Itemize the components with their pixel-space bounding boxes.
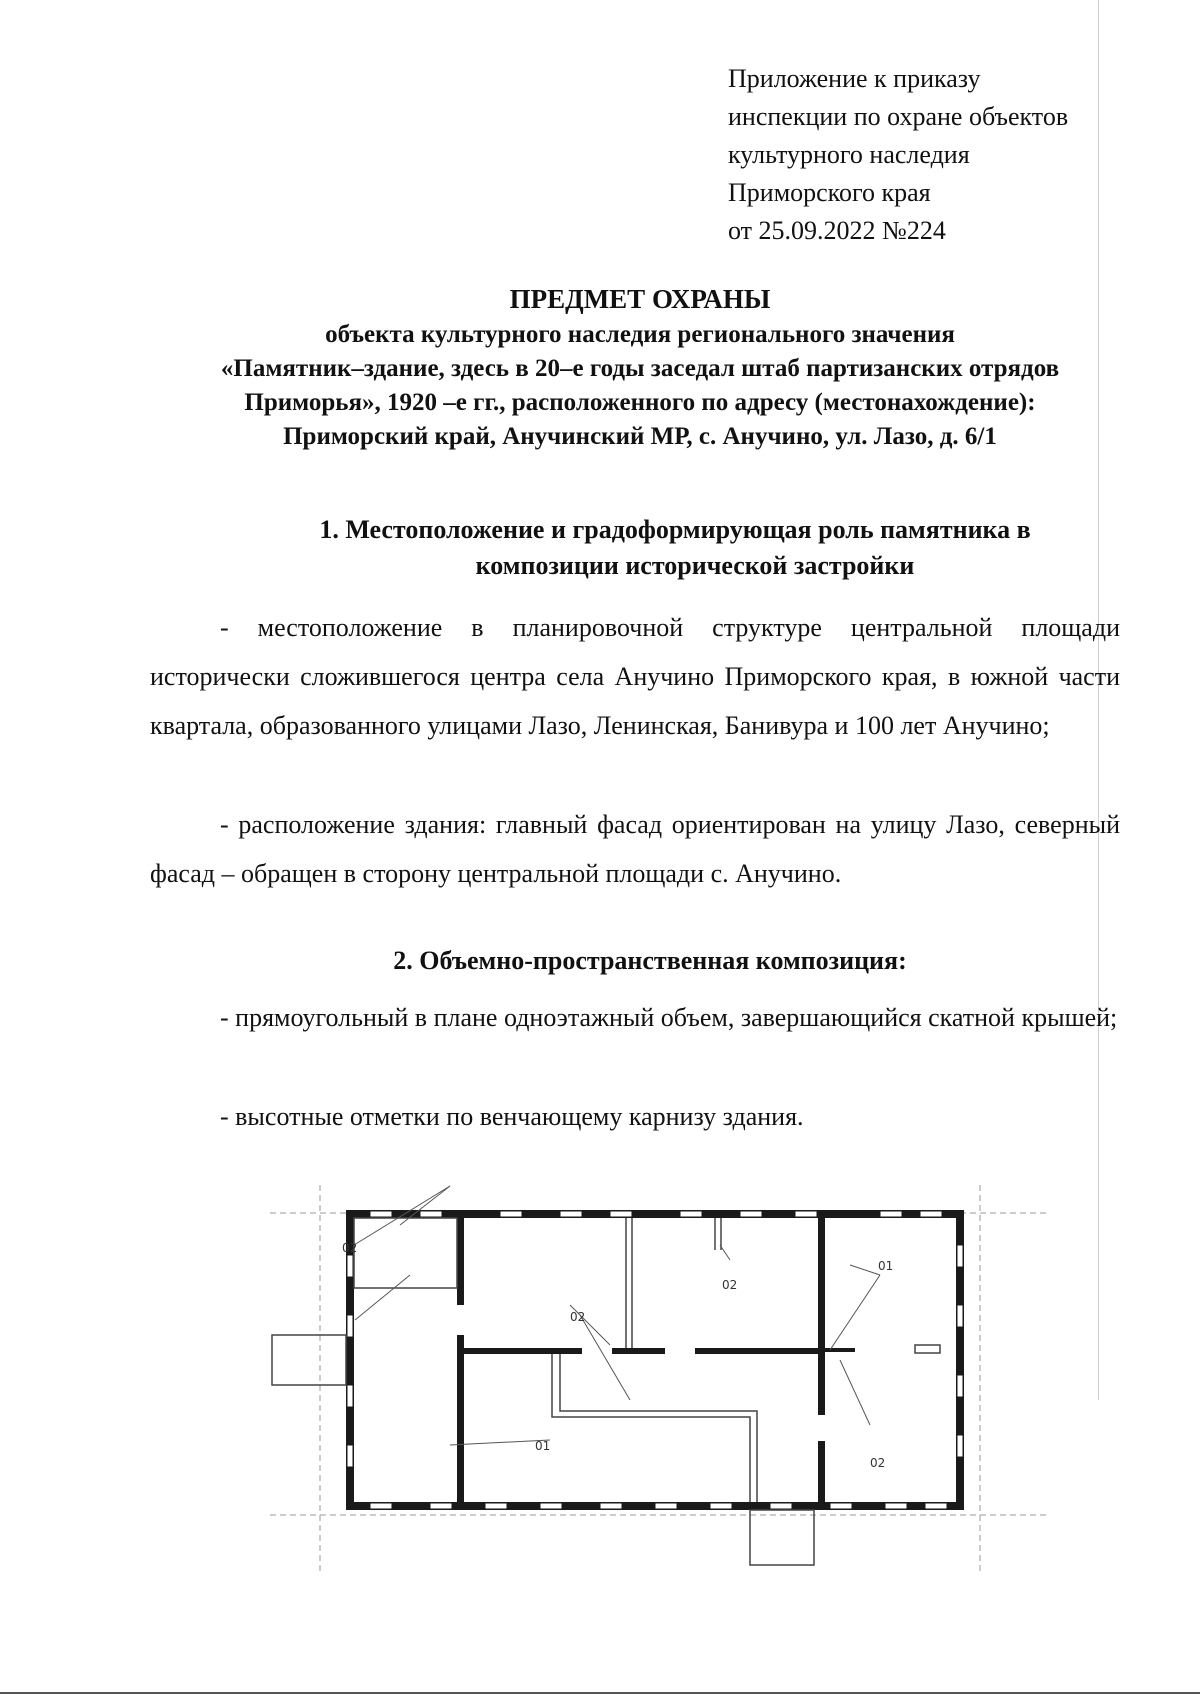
appendix-line: инспекции по охране объектов bbox=[728, 102, 1069, 131]
document-title bbox=[140, 280, 1140, 454]
section-1-heading-line: 1. Местоположение и градоформирующая роль памятника в bbox=[319, 515, 1031, 544]
plan-partitions bbox=[354, 1218, 757, 1502]
section-1-heading-line: композиции исторической застройки bbox=[475, 551, 915, 580]
plan-porches bbox=[272, 1335, 940, 1565]
plan-interior-walls bbox=[457, 1218, 855, 1502]
appendix-block bbox=[728, 60, 1108, 250]
plan-leader-lines bbox=[354, 1186, 880, 1445]
plan-label: 01 bbox=[535, 1439, 551, 1453]
plan-label: 02 bbox=[722, 1278, 738, 1292]
title-line: Приморья», 1920 –е гг., расположенного по адресу (местонахождение): bbox=[244, 389, 1036, 416]
plan-interior-doors bbox=[456, 1305, 826, 1441]
section-2-paragraph: - высотные отметки по венчающему карнизу здания. bbox=[220, 1102, 804, 1131]
plan-axis-lines bbox=[270, 1185, 1050, 1575]
appendix-line: Приложение к приказу bbox=[728, 64, 981, 93]
appendix-line: Приморского края bbox=[728, 178, 931, 207]
title-line: «Памятник–здание, здесь в 20–е годы заседал штаб партизанских отрядов bbox=[220, 355, 1060, 382]
section-2-heading: 2. Объемно-пространственная композиция: bbox=[393, 946, 907, 975]
section-1-paragraph: - местоположение в планировочной структуре центральной площади исторически сложившегося центра села Анучино Приморского края, в южной части квартала, образованного улицами Лазо, Ленинская, Банивура и 100 лет Анучино; bbox=[150, 613, 1120, 740]
appendix-line: культурного наследия bbox=[728, 140, 970, 169]
title-heading: ПРЕДМЕТ ОХРАНЫ bbox=[509, 284, 771, 314]
plan-side-windows bbox=[347, 1245, 963, 1467]
floor-plan-drawing bbox=[270, 1185, 1050, 1575]
section-1-paragraph: - расположение здания: главный фасад ориентирован на улицу Лазо, северный фасад – обращен в сторону центральной площади с. Анучино. bbox=[150, 810, 1120, 888]
page-bottom-edge bbox=[0, 1692, 1200, 1694]
section-2-paragraph: - прямоугольный в плане одноэтажный объем, завершающийся скатной крышей; bbox=[220, 1003, 1118, 1032]
appendix-order-date: от 25.09.2022 №224 bbox=[728, 216, 946, 245]
plan-label: 02 bbox=[570, 1310, 586, 1324]
section-1-heading bbox=[240, 512, 1110, 584]
title-address: Приморский край, Анучинский МР, с. Анучино, ул. Лазо, д. 6/1 bbox=[283, 423, 997, 450]
plan-label: 02 bbox=[870, 1456, 886, 1470]
title-line: объекта культурного наследия регионального значения bbox=[325, 321, 955, 348]
plan-label: 01 bbox=[878, 1259, 894, 1273]
plan-labels bbox=[342, 1241, 893, 1470]
plan-label: 02 bbox=[342, 1241, 358, 1255]
